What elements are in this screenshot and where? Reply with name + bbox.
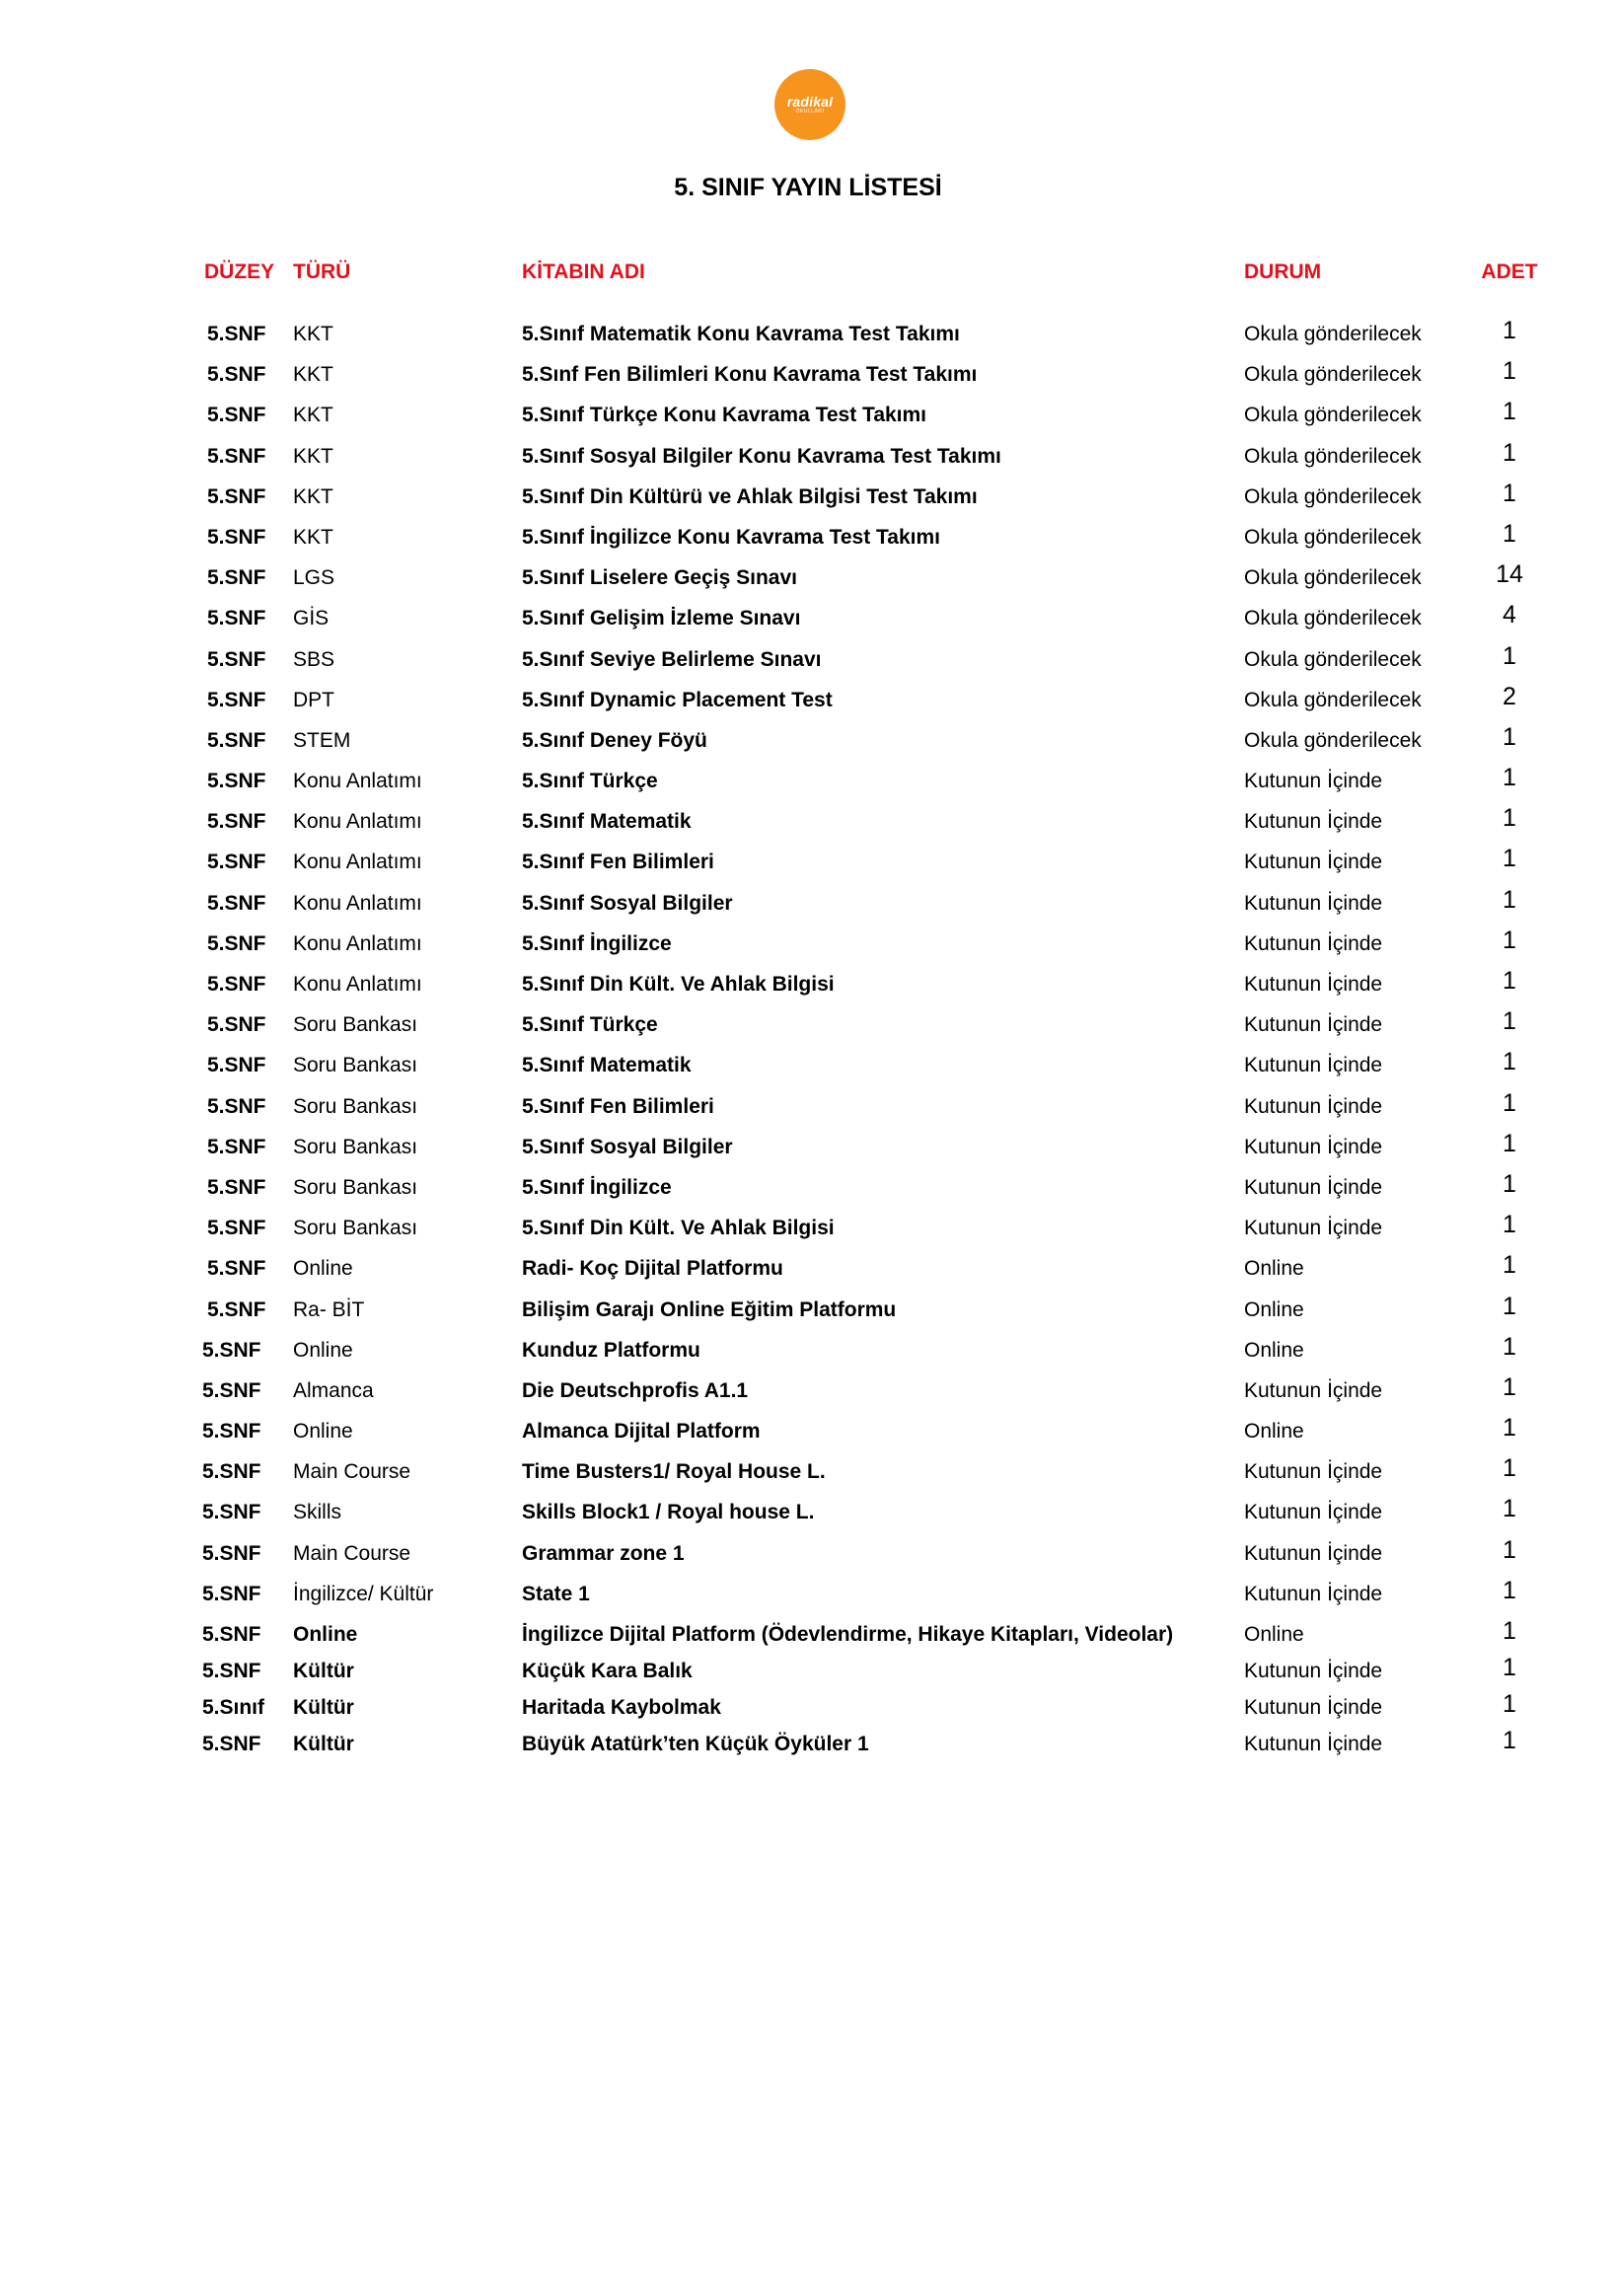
row-type: Konu Anlatımı bbox=[293, 770, 422, 793]
row-book: 5.Sınıf Türkçe bbox=[522, 1013, 658, 1037]
row-book: 5.Sınıf Fen Bilimleri bbox=[522, 851, 714, 874]
logo-subtitle: OKULLARI bbox=[795, 108, 825, 114]
row-count: 1 bbox=[1503, 1332, 1516, 1361]
table-row bbox=[0, 723, 1616, 764]
table-row bbox=[0, 1048, 1616, 1088]
logo-brand: radikal bbox=[786, 93, 834, 110]
row-level: 5.SNF bbox=[207, 770, 266, 793]
row-count: 1 bbox=[1503, 967, 1516, 995]
row-book: 5.Sınıf Matematik bbox=[522, 810, 692, 834]
row-level: 5.SNF bbox=[202, 1733, 261, 1755]
row-count: 1 bbox=[1503, 641, 1516, 670]
row-status: Kutunun İçinde bbox=[1244, 891, 1383, 915]
row-book: Skills Block1 / Royal house L. bbox=[522, 1501, 815, 1524]
row-status: Okula gönderilecek bbox=[1244, 688, 1422, 711]
row-type: Online bbox=[293, 1623, 358, 1646]
row-book: 5.Sınıf Türkçe bbox=[522, 770, 658, 793]
row-type: KKT bbox=[293, 484, 333, 508]
row-type: Ra- BİT bbox=[293, 1297, 365, 1321]
row-type: Soru Bankası bbox=[293, 1094, 418, 1118]
row-type: STEM bbox=[293, 728, 351, 752]
row-book: Bilişim Garajı Online Eğitim Platformu bbox=[522, 1297, 897, 1321]
table-row bbox=[0, 926, 1616, 967]
row-count: 1 bbox=[1503, 1690, 1516, 1718]
row-level: 5.SNF bbox=[207, 851, 266, 874]
row-status: Kutunun İçinde bbox=[1244, 1660, 1383, 1682]
row-book: 5.Sınıf Din Kültürü ve Ahlak Bilgisi Test Takımı bbox=[522, 484, 978, 508]
table-row bbox=[0, 804, 1616, 845]
table-row bbox=[0, 357, 1616, 398]
table-row bbox=[0, 480, 1616, 520]
row-level: 5.SNF bbox=[207, 728, 266, 752]
row-type: Main Course bbox=[293, 1460, 411, 1484]
row-count: 4 bbox=[1503, 601, 1516, 630]
row-status: Online bbox=[1244, 1297, 1304, 1321]
row-level: 5.SNF bbox=[207, 688, 266, 711]
row-count: 1 bbox=[1503, 438, 1516, 467]
row-book: 5.Sınıf Matematik Konu Kavrama Test Takımı bbox=[522, 323, 960, 345]
row-status: Kutunun İçinde bbox=[1244, 1175, 1383, 1199]
row-status: Kutunun İçinde bbox=[1244, 1135, 1383, 1158]
row-book: State 1 bbox=[522, 1582, 590, 1605]
header-count: ADET bbox=[1481, 260, 1538, 283]
row-level: 5.SNF bbox=[202, 1420, 261, 1444]
row-book: Haritada Kaybolmak bbox=[522, 1696, 721, 1719]
row-level: 5.SNF bbox=[207, 1217, 266, 1240]
row-level: 5.SNF bbox=[207, 566, 266, 590]
row-level: 5.SNF bbox=[207, 323, 266, 345]
row-status: Okula gönderilecek bbox=[1244, 404, 1422, 427]
row-level: 5.SNF bbox=[202, 1582, 261, 1605]
row-status: Kutunun İçinde bbox=[1244, 1733, 1383, 1755]
table-row bbox=[0, 1495, 1616, 1535]
row-level: 5.SNF bbox=[207, 1094, 266, 1118]
row-book: 5.Sınıf Liselere Geçiş Sınavı bbox=[522, 566, 797, 590]
row-book: Time Busters1/ Royal House L. bbox=[522, 1460, 826, 1484]
row-level: 5.SNF bbox=[207, 810, 266, 834]
row-status: Okula gönderilecek bbox=[1244, 444, 1422, 468]
row-count: 1 bbox=[1503, 1372, 1516, 1401]
table-row bbox=[0, 1089, 1616, 1130]
row-book: 5.Sınıf Dynamic Placement Test bbox=[522, 688, 833, 711]
row-level: 5.SNF bbox=[207, 404, 266, 427]
page-title: 5. SINIF YAYIN LİSTESİ bbox=[674, 174, 942, 201]
row-count: 1 bbox=[1503, 845, 1516, 873]
row-status: Okula gönderilecek bbox=[1244, 525, 1422, 549]
row-count: 1 bbox=[1503, 1088, 1516, 1117]
table-row bbox=[0, 520, 1616, 560]
table-row bbox=[0, 1211, 1616, 1251]
row-level: 5.SNF bbox=[207, 1013, 266, 1037]
row-level: 5.SNF bbox=[207, 931, 266, 955]
row-type: KKT bbox=[293, 444, 333, 468]
row-type: Konu Anlatımı bbox=[293, 891, 422, 915]
row-book: 5.Sınıf Seviye Belirleme Sınavı bbox=[522, 647, 822, 671]
row-book: 5.Sınıf Matematik bbox=[522, 1054, 692, 1077]
row-level: 5.SNF bbox=[202, 1460, 261, 1484]
row-type: DPT bbox=[293, 688, 334, 711]
table-row bbox=[0, 1727, 1616, 1763]
row-count: 1 bbox=[1503, 1048, 1516, 1076]
row-type: KKT bbox=[293, 363, 333, 387]
table-row bbox=[0, 1414, 1616, 1454]
table-row bbox=[0, 1007, 1616, 1048]
row-count: 1 bbox=[1503, 1211, 1516, 1239]
row-status: Kutunun İçinde bbox=[1244, 931, 1383, 955]
row-level: 5.SNF bbox=[207, 973, 266, 996]
row-type: Main Course bbox=[293, 1541, 411, 1565]
row-level: 5.SNF bbox=[207, 444, 266, 468]
row-count: 1 bbox=[1503, 1727, 1516, 1754]
row-count: 1 bbox=[1503, 1007, 1516, 1036]
row-count: 2 bbox=[1503, 682, 1516, 710]
row-type: SBS bbox=[293, 647, 335, 671]
row-count: 1 bbox=[1503, 764, 1516, 792]
row-type: Online bbox=[293, 1338, 353, 1362]
row-status: Kutunun İçinde bbox=[1244, 1378, 1383, 1402]
row-count: 1 bbox=[1503, 1535, 1516, 1564]
row-book: 5.Sınıf İngilizce bbox=[522, 931, 672, 955]
row-type: Soru Bankası bbox=[293, 1175, 418, 1199]
row-level: 5.SNF bbox=[207, 363, 266, 387]
row-book: Die Deutschprofis A1.1 bbox=[522, 1378, 749, 1402]
table-row bbox=[0, 683, 1616, 723]
row-status: Kutunun İçinde bbox=[1244, 1541, 1383, 1565]
row-type: Soru Bankası bbox=[293, 1217, 418, 1240]
header-book: KİTABIN ADI bbox=[522, 260, 645, 283]
row-status: Okula gönderilecek bbox=[1244, 323, 1422, 345]
row-count: 1 bbox=[1503, 1617, 1516, 1645]
row-level: 5.Sınıf bbox=[202, 1696, 265, 1719]
row-status: Kutunun İçinde bbox=[1244, 1460, 1383, 1484]
row-type: KKT bbox=[293, 525, 333, 549]
row-status: Kutunun İçinde bbox=[1244, 1696, 1383, 1719]
table-row bbox=[0, 1130, 1616, 1170]
table-row bbox=[0, 439, 1616, 480]
row-book: 5.Sınıf Din Kült. Ve Ahlak Bilgisi bbox=[522, 973, 835, 996]
row-type: Soru Bankası bbox=[293, 1054, 418, 1077]
row-count: 1 bbox=[1503, 1169, 1516, 1198]
row-type: Konu Anlatımı bbox=[293, 973, 422, 996]
table-row bbox=[0, 317, 1616, 357]
row-type: Soru Bankası bbox=[293, 1013, 418, 1037]
table-row bbox=[0, 642, 1616, 683]
row-status: Kutunun İçinde bbox=[1244, 770, 1383, 793]
row-level: 5.SNF bbox=[207, 1175, 266, 1199]
row-status: Online bbox=[1244, 1338, 1304, 1362]
row-count: 1 bbox=[1503, 1414, 1516, 1443]
row-count: 14 bbox=[1496, 560, 1523, 589]
row-type: GİS bbox=[293, 607, 330, 630]
row-book: Grammar zone 1 bbox=[522, 1541, 685, 1565]
school-logo bbox=[774, 69, 845, 140]
header-level: DÜZEY bbox=[204, 260, 275, 283]
table-row bbox=[0, 560, 1616, 601]
row-status: Kutunun İçinde bbox=[1244, 1013, 1383, 1037]
row-count: 1 bbox=[1503, 1251, 1516, 1280]
row-count: 1 bbox=[1503, 722, 1516, 751]
row-book: 5.Sınıf Gelişim İzleme Sınavı bbox=[522, 607, 801, 630]
table-row bbox=[0, 845, 1616, 885]
row-level: 5.SNF bbox=[202, 1541, 261, 1565]
row-count: 1 bbox=[1503, 885, 1516, 914]
row-count: 1 bbox=[1503, 398, 1516, 426]
row-book: Küçük Kara Balık bbox=[522, 1660, 693, 1682]
row-book: 5.Sınıf İngilizce bbox=[522, 1175, 672, 1199]
header-status: DURUM bbox=[1244, 260, 1322, 283]
table-row bbox=[0, 1690, 1616, 1727]
table-row bbox=[0, 764, 1616, 804]
row-type: Online bbox=[293, 1420, 353, 1444]
row-count: 1 bbox=[1503, 1576, 1516, 1604]
row-status: Kutunun İçinde bbox=[1244, 810, 1383, 834]
table-header bbox=[0, 260, 1616, 290]
table-row bbox=[0, 1536, 1616, 1577]
row-type: Almanca bbox=[293, 1378, 374, 1402]
row-count: 1 bbox=[1503, 519, 1516, 548]
row-type: İngilizce/ Kültür bbox=[293, 1582, 434, 1605]
row-book: 5.Sınıf Deney Föyü bbox=[522, 728, 707, 752]
table-row bbox=[0, 886, 1616, 926]
row-status: Online bbox=[1244, 1420, 1304, 1444]
row-level: 5.SNF bbox=[202, 1501, 261, 1524]
row-count: 1 bbox=[1503, 926, 1516, 954]
row-level: 5.SNF bbox=[202, 1338, 261, 1362]
row-level: 5.SNF bbox=[202, 1378, 261, 1402]
row-count: 1 bbox=[1503, 1454, 1516, 1483]
row-type: Soru Bankası bbox=[293, 1135, 418, 1158]
table-row bbox=[0, 1293, 1616, 1333]
row-status: Okula gönderilecek bbox=[1244, 363, 1422, 387]
table-row bbox=[0, 967, 1616, 1007]
row-count: 1 bbox=[1503, 1129, 1516, 1157]
row-type: Konu Anlatımı bbox=[293, 931, 422, 955]
row-book: 5.Sınıf Din Kült. Ve Ahlak Bilgisi bbox=[522, 1217, 835, 1240]
row-book: 5.Sınıf Türkçe Konu Kavrama Test Takımı bbox=[522, 404, 927, 427]
row-level: 5.SNF bbox=[207, 891, 266, 915]
table-row bbox=[0, 1333, 1616, 1373]
row-status: Kutunun İçinde bbox=[1244, 1582, 1383, 1605]
row-book: 5.Sınıf Sosyal Bilgiler bbox=[522, 1135, 733, 1158]
table-row bbox=[0, 1454, 1616, 1495]
row-book: İngilizce Dijital Platform (Ödevlendirme, Hikaye Kitapları, Videolar) bbox=[522, 1623, 1174, 1646]
row-level: 5.SNF bbox=[207, 1135, 266, 1158]
row-count: 1 bbox=[1503, 1495, 1516, 1523]
book-list bbox=[0, 317, 1616, 1763]
row-status: Okula gönderilecek bbox=[1244, 728, 1422, 752]
row-book: 5.Sınıf Sosyal Bilgiler Konu Kavrama Test Takımı bbox=[522, 444, 1001, 468]
row-status: Kutunun İçinde bbox=[1244, 1217, 1383, 1240]
row-book: 5.Sınıf Fen Bilimleri bbox=[522, 1094, 714, 1118]
row-level: 5.SNF bbox=[207, 525, 266, 549]
table-row bbox=[0, 1170, 1616, 1211]
row-count: 1 bbox=[1503, 1654, 1516, 1681]
row-level: 5.SNF bbox=[202, 1623, 261, 1646]
row-type: Kültür bbox=[293, 1733, 354, 1755]
row-type: Online bbox=[293, 1257, 353, 1281]
header-type: TÜRÜ bbox=[293, 260, 351, 283]
row-type: Konu Anlatımı bbox=[293, 810, 422, 834]
row-level: 5.SNF bbox=[202, 1660, 261, 1682]
row-type: KKT bbox=[293, 323, 333, 345]
row-level: 5.SNF bbox=[207, 1257, 266, 1281]
row-level: 5.SNF bbox=[207, 607, 266, 630]
table-row bbox=[0, 1251, 1616, 1292]
row-status: Okula gönderilecek bbox=[1244, 484, 1422, 508]
row-type: Skills bbox=[293, 1501, 342, 1524]
row-type: Kültür bbox=[293, 1696, 354, 1719]
table-row bbox=[0, 398, 1616, 438]
row-book: 5.Sınf Fen Bilimleri Konu Kavrama Test Takımı bbox=[522, 363, 978, 387]
row-level: 5.SNF bbox=[207, 647, 266, 671]
row-count: 1 bbox=[1503, 357, 1516, 386]
row-status: Kutunun İçinde bbox=[1244, 973, 1383, 996]
row-type: Konu Anlatımı bbox=[293, 851, 422, 874]
row-level: 5.SNF bbox=[207, 1297, 266, 1321]
table-row bbox=[0, 1617, 1616, 1654]
row-book: Büyük Atatürk’ten Küçük Öyküler 1 bbox=[522, 1733, 869, 1755]
row-count: 1 bbox=[1503, 317, 1516, 344]
row-book: Radi- Koç Dijital Platformu bbox=[522, 1257, 783, 1281]
row-status: Okula gönderilecek bbox=[1244, 566, 1422, 590]
table-row bbox=[0, 1577, 1616, 1617]
row-type: Kültür bbox=[293, 1660, 354, 1682]
table-row bbox=[0, 1373, 1616, 1414]
row-status: Kutunun İçinde bbox=[1244, 1054, 1383, 1077]
row-count: 1 bbox=[1503, 804, 1516, 833]
row-level: 5.SNF bbox=[207, 484, 266, 508]
table-row bbox=[0, 601, 1616, 641]
row-status: Okula gönderilecek bbox=[1244, 647, 1422, 671]
row-type: KKT bbox=[293, 404, 333, 427]
row-book: Almanca Dijital Platform bbox=[522, 1420, 761, 1444]
row-type: LGS bbox=[293, 566, 335, 590]
table-row bbox=[0, 1654, 1616, 1690]
row-book: 5.Sınıf Sosyal Bilgiler bbox=[522, 891, 733, 915]
row-status: Kutunun İçinde bbox=[1244, 1501, 1383, 1524]
row-level: 5.SNF bbox=[207, 1054, 266, 1077]
row-status: Okula gönderilecek bbox=[1244, 607, 1422, 630]
row-status: Online bbox=[1244, 1257, 1304, 1281]
row-status: Kutunun İçinde bbox=[1244, 1094, 1383, 1118]
row-count: 1 bbox=[1503, 479, 1516, 507]
row-count: 1 bbox=[1503, 1292, 1516, 1320]
row-status: Online bbox=[1244, 1623, 1304, 1646]
row-book: Kunduz Platformu bbox=[522, 1338, 700, 1362]
row-status: Kutunun İçinde bbox=[1244, 851, 1383, 874]
row-book: 5.Sınıf İngilizce Konu Kavrama Test Takımı bbox=[522, 525, 940, 549]
